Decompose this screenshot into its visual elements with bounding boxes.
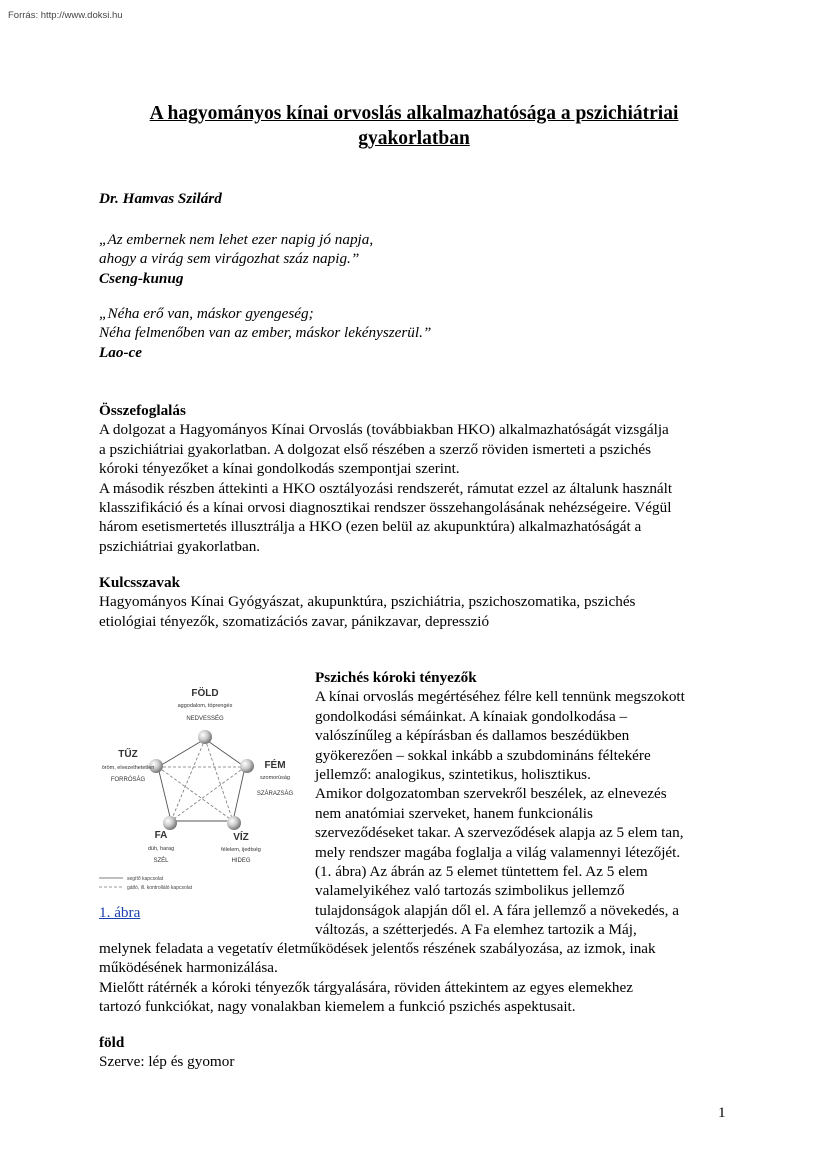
keywords-section xyxy=(99,573,635,631)
metal-node xyxy=(240,759,254,773)
causes-line: gyökerezően – sokkal inkább a szubdomináns féltekére xyxy=(315,746,651,764)
fire-label: TŰZ xyxy=(118,749,138,760)
causes-line: tulajdonságok alapján dől el. A fára jellemző a növekedés, a xyxy=(315,901,679,919)
legend-control: gátló, ill. kontrolláló kapcsolat xyxy=(127,885,193,891)
causes-line: tartozó funkciókat, nagy vonalakban kiemelem a funkció pszichés aspektusait. xyxy=(99,998,576,1016)
metal-desc: szomorúság xyxy=(260,775,290,781)
causes-line: mely rendszer magába foglalja a világ valamennyi létezőjét. xyxy=(315,843,681,861)
summary-line: a pszichiátriai gyakorlatban. A dolgozat első részében a szerző röviden ismerteti a pszichés xyxy=(99,440,652,458)
summary-line: pszichiátriai gyakorlatban. xyxy=(99,537,261,555)
water-desc: félelem, ijedtség xyxy=(221,847,261,853)
summary-line: klasszifikáció és a kínai orvosi diagnosztikai rendszer összehangolásának nehézségeire. Végül xyxy=(99,499,672,517)
title-line-2: gyakorlatban xyxy=(358,128,470,149)
title-line-1: A hagyományos kínai orvoslás alkalmazhatósága a pszichiátriai xyxy=(149,103,679,124)
causes-line: nem anatómiai szerveket, hanem funkcionális xyxy=(315,804,593,822)
figure-caption-link[interactable]: 1. ábra xyxy=(99,904,141,921)
causes-line: működésének harmonizálása. xyxy=(99,959,278,977)
quote-1 xyxy=(99,230,373,288)
causes-line: változás, a szétterjedés. A Fa elemhez tartozik a Máj, xyxy=(315,921,637,939)
fold-line: Szerve: lép és gyomor xyxy=(99,1053,235,1071)
page-number: 1 xyxy=(718,1104,726,1121)
keywords-line: Hagyományos Kínai Gyógyászat, akupunktúra, pszichiátria, pszichoszomatika, pszichés xyxy=(99,593,636,611)
quote-2-line-2: Néha felmenőben van az ember, máskor lekényszerül.” xyxy=(99,324,432,342)
causes-line: A kínai orvoslás megértéséhez félre kell tennünk megszokott xyxy=(315,688,685,706)
water-label: VÍZ xyxy=(233,832,249,843)
quote-2-line-1: „Néha erő van, máskor gyengeség; xyxy=(99,305,314,322)
causes-line: szerveződéseket takar. A szerveződések alapja az 5 elem tan, xyxy=(315,824,684,842)
summary-line: A dolgozat a Hagyományos Kínai Orvoslás (továbbiakban HKO) alkalmazhatóságát vizsgálja xyxy=(99,421,669,439)
quote-1-line-1: „Az embernek nem lehet ezer napig jó napja, xyxy=(99,231,374,248)
quote-1-line-2: ahogy a virág sem virágozhat száz napig.” xyxy=(99,250,360,268)
water-attr: HIDEG xyxy=(231,858,251,864)
wood-node xyxy=(163,816,177,830)
metal-attr: SZÁRAZSÁG xyxy=(256,791,294,797)
legend-generating: segítő kapcsolat xyxy=(127,876,164,882)
summary-section xyxy=(99,401,672,556)
source-url: Forrás: http://www.doksi.hu xyxy=(8,10,123,21)
causes-line: Mielőtt rátérnék a kóroki tényezők tárgyalására, röviden áttekintem az egyes elemekhez xyxy=(99,978,634,996)
fire-desc: öröm, elvezethetetlen xyxy=(101,765,155,771)
author: Dr. Hamvas Szilárd xyxy=(99,190,222,207)
earth-attr: NEDVESSÉG xyxy=(186,716,224,722)
causes-line: gondolkodási sémáinkat. A kínaiak gondolkodása – xyxy=(315,707,628,725)
control-cycle-lines xyxy=(158,739,245,821)
causes-heading: Pszichés kóroki tényezők xyxy=(315,669,477,686)
causes-line: melynek feladata a vegetatív életműködések jelentős részének szabályozása, az izmok, inak xyxy=(99,940,656,957)
metal-label: FÉM xyxy=(264,760,286,771)
keywords-heading: Kulcsszavak xyxy=(99,574,181,591)
earth-node xyxy=(198,730,212,744)
causes-line: jellemző: analogikus, szintetikus, holisztikus. xyxy=(315,766,591,784)
summary-line: három esetismertetés illusztrálja a HKO (ezen belül az akupunktúra) alkalmazhatóságát a xyxy=(99,518,642,536)
wood-attr: SZÉL xyxy=(153,858,169,864)
summary-line: A második részben áttekinti a HKO osztályozási rendszerét, rámutat ezzel az általunk használt xyxy=(99,479,673,497)
keywords-line: etiológiai tényezők, szomatizációs zavar, pánikzavar, depresszió xyxy=(99,612,490,630)
causes-line: valamelyikéhez való tartozás szimbolikus jellemző xyxy=(315,882,625,900)
earth-desc: aggodalom, töprengés xyxy=(177,703,233,709)
water-node xyxy=(227,816,241,830)
causes-section xyxy=(315,668,685,940)
summary-line: kóroki tényezőket a kínai gondolkodás szempontjai szerint. xyxy=(99,460,460,478)
wood-desc: düh, harag xyxy=(147,846,175,852)
fire-attr: FORRÓSÁG xyxy=(110,777,146,783)
figure-legend xyxy=(99,876,193,891)
fold-section xyxy=(99,1033,234,1072)
fold-heading: föld xyxy=(99,1034,125,1051)
quote-2 xyxy=(99,304,431,362)
quote-1-author: Cseng-kunug xyxy=(99,269,184,287)
generating-cycle-lines xyxy=(158,739,245,821)
causes-line: valószínűleg a képírásban és dallamos beszédükben xyxy=(315,727,630,745)
causes-line: Amikor dolgozatomban szervekről beszélek, az elnevezés xyxy=(315,785,667,803)
five-elements-figure xyxy=(93,679,303,899)
causes-continued xyxy=(99,939,656,1017)
wood-label: FA xyxy=(154,830,168,841)
earth-label: FÖLD xyxy=(191,688,219,699)
summary-heading: Összefoglalás xyxy=(99,402,186,419)
quote-2-author: Lao-ce xyxy=(99,343,143,361)
causes-line: (1. ábra) Az ábrán az 5 elemet tüntettem fel. Az 5 elem xyxy=(315,863,648,881)
page-title xyxy=(100,101,728,151)
